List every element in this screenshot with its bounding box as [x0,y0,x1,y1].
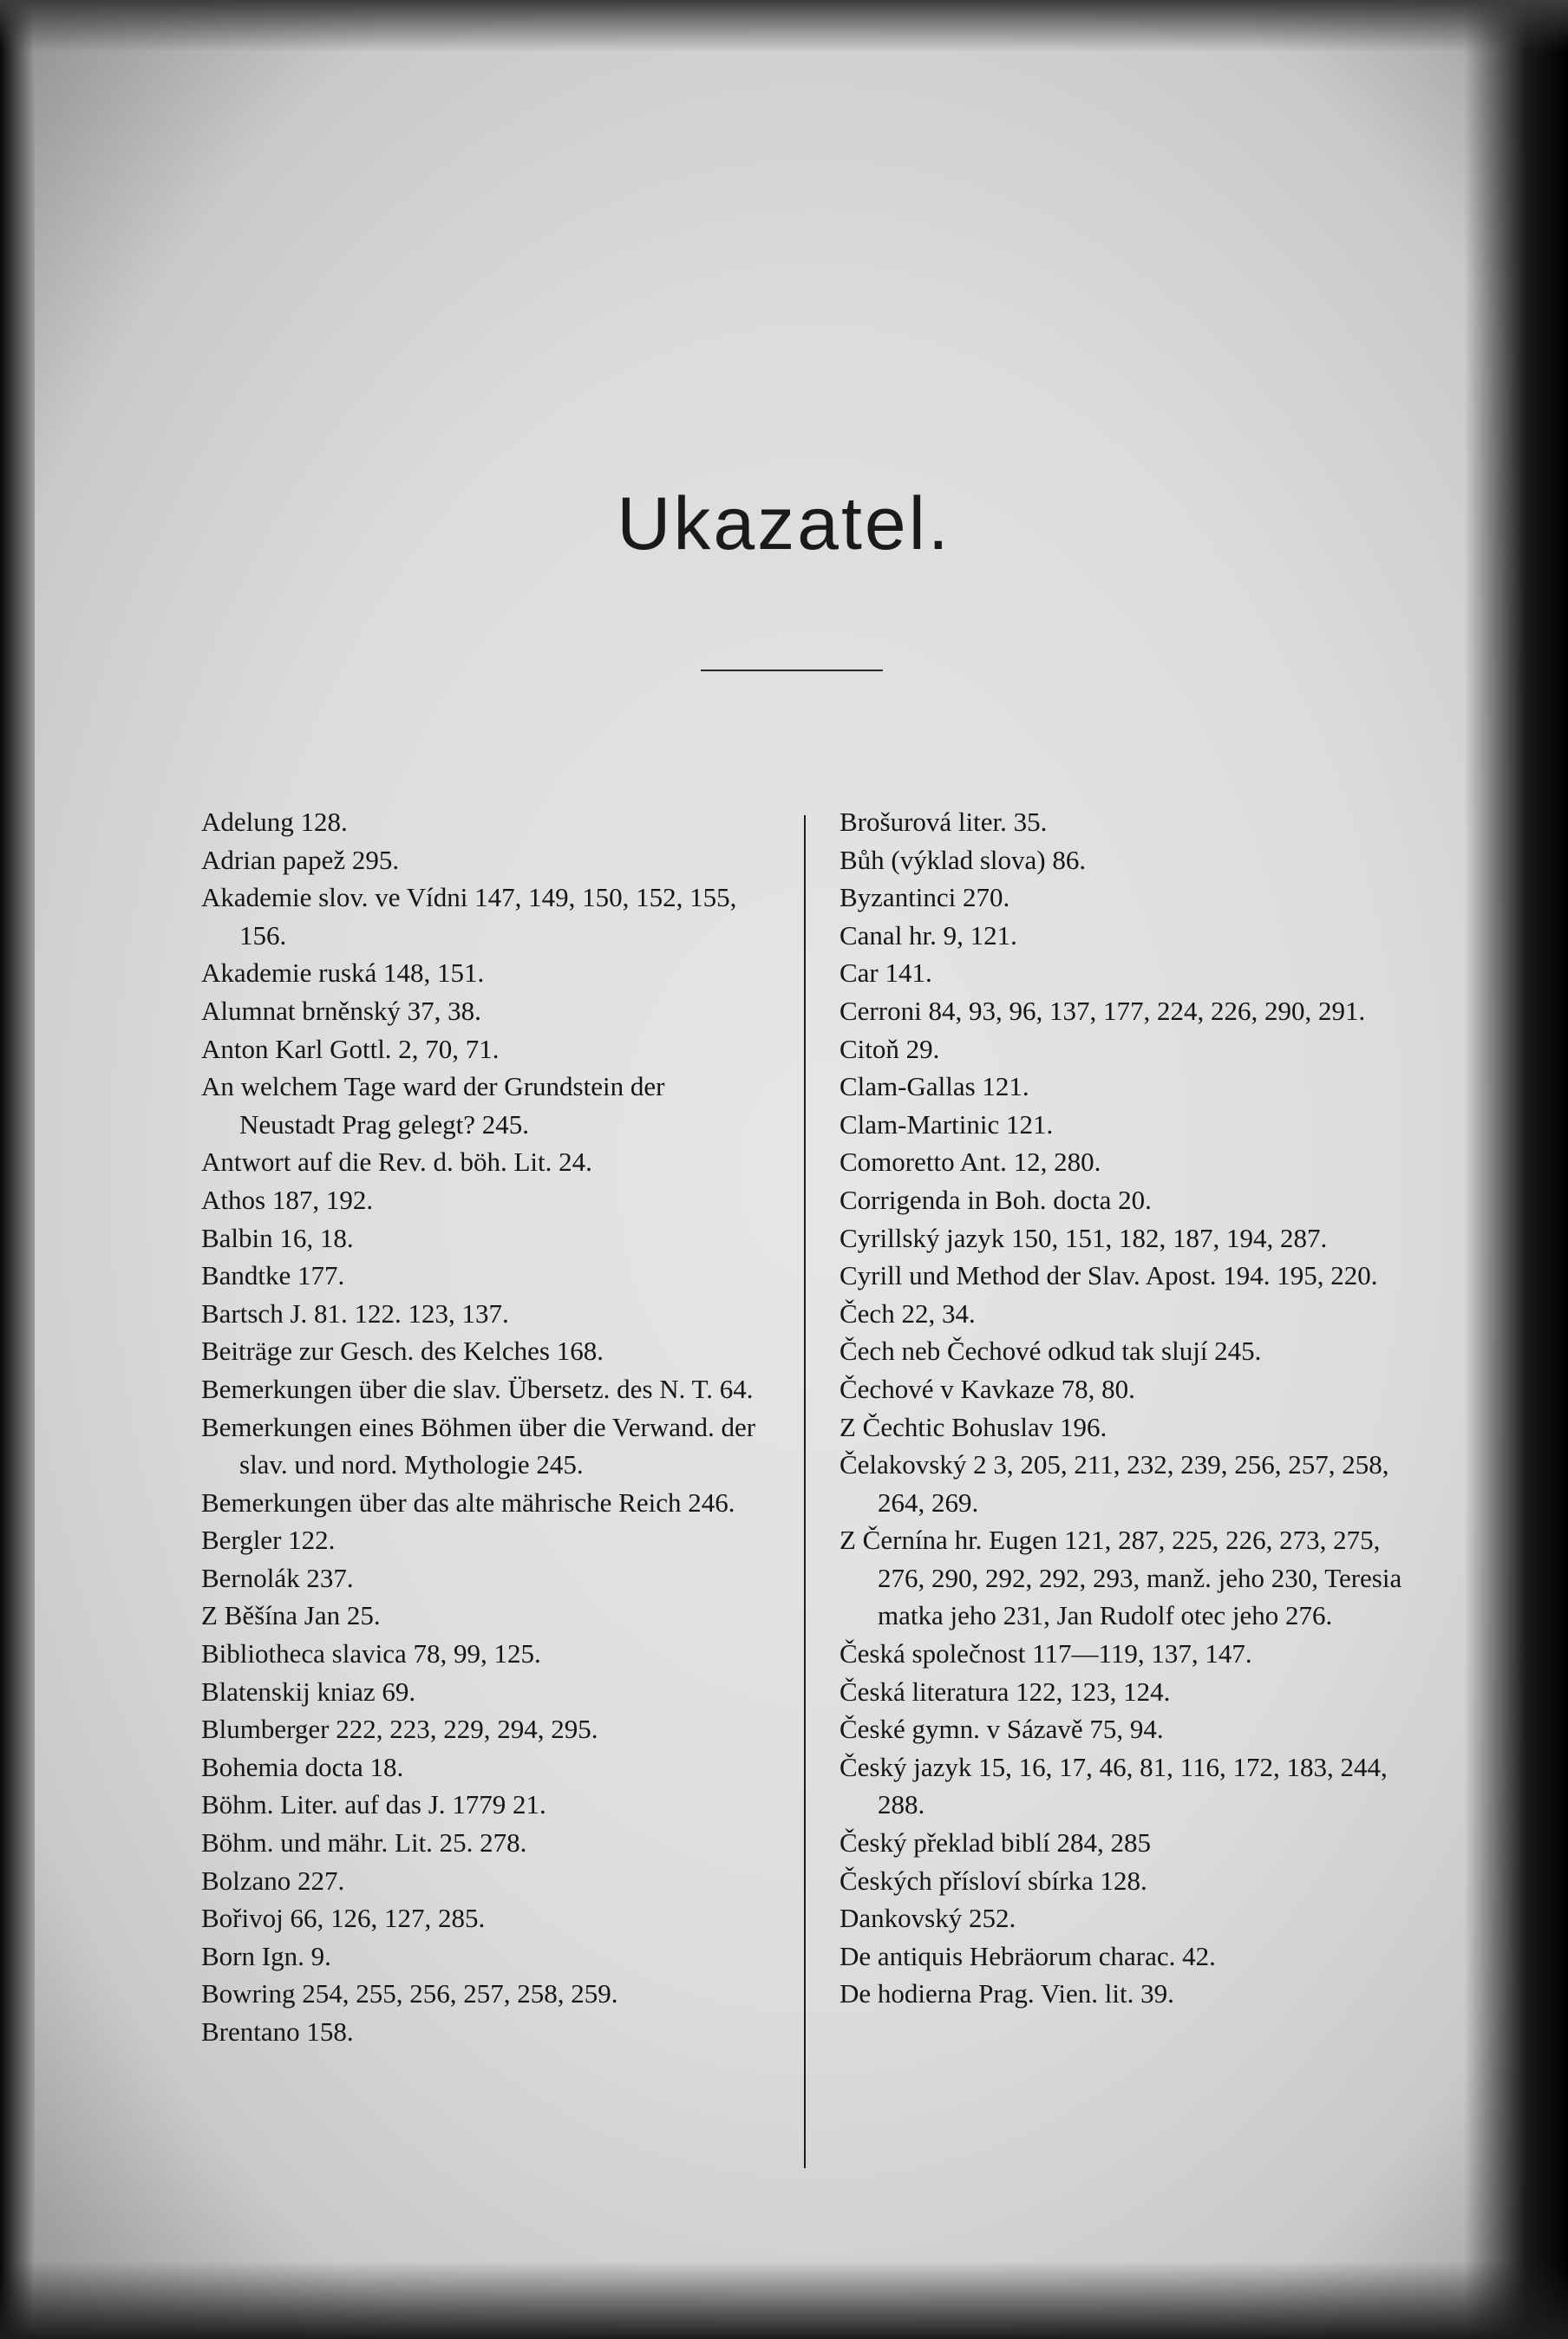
index-entry: Cyrillský jazyk 150, 151, 182, 187, 194, 287. [840,1222,1328,1253]
index-entry: Byzantinci 270. [840,882,1010,913]
page-edge-bottom [0,2261,1568,2339]
index-entry: Brošurová liter. 35. [840,807,1048,837]
page-edge-right [1464,0,1568,2339]
index-entry: Blumberger 222, 223, 229, 294, 295. [201,1714,598,1745]
index-entry: Bowring 254, 255, 256, 257, 258, 259. [201,1978,618,2009]
page-edge-top [0,0,1568,52]
index-entry: Cyrill und Method der Slav. Apost. 194. 195, 220. [840,1260,1378,1291]
index-entry: Akademie ruská 148, 151. [201,957,485,989]
index-entry: Čech 22, 34. [840,1297,976,1329]
index-entry: De hodierna Prag. Vien. lit. 39. [840,1978,1174,2009]
index-entry: Dankovský 252. [840,1903,1016,1934]
index-entry: Comoretto Ant. 12, 280. [840,1147,1101,1178]
index-entry: Česká společnost 117—119, 137, 147. [840,1638,1252,1669]
index-entry: Brentano 158. [201,2016,354,2047]
index-entry: Clam-Martinic 121. [840,1108,1054,1140]
index-entry: Adrian papež 295. [201,844,400,875]
index-entry: Z Běšína Jan 25. [201,1600,381,1631]
index-entry: Z Černína hr. Eugen 121, 287, 225, 226, 273, 275, 276, 290, 292, 292, 293, manž. jeho 230, Teresia matka jeho 231, Jan Rudolf otec jeho 276. [840,1525,1402,1631]
index-entry: Bolzano 227. [201,1865,345,1896]
page-title: Ukazatel. [617,482,951,565]
index-entry: Akademie slov. ve Vídni 147, 149, 150, 152, 155, 156. [201,882,737,951]
index-entry: Čechové v Kavkaze 78, 80. [840,1373,1135,1404]
index-entry: Z Čechtic Bohuslav 196. [840,1411,1107,1442]
index-entry: Athos 187, 192. [201,1184,374,1215]
index-entry: Bořivoj 66, 126, 127, 285. [201,1903,486,1934]
index-entry: Beiträge zur Gesch. des Kelches 168. [201,1336,604,1367]
index-entry: Bůh (výklad slova) 86. [840,844,1087,875]
index-entry: Bergler 122. [201,1525,336,1556]
index-entry: Bemerkungen über die slav. Übersetz. des N. T. 64. [201,1373,754,1404]
title-rule [701,670,883,671]
index-entry: Českých přísloví sbírka 128. [840,1865,1147,1896]
index-entry: Antwort auf die Rev. d. böh. Lit. 24. [201,1147,592,1178]
index-entry: České gymn. v Sázavě 75, 94. [840,1714,1164,1745]
index-column-left [201,803,756,2051]
index-entry: Bemerkungen über das alte mährische Reich 246. [201,1486,735,1518]
index-entry: Český jazyk 15, 16, 17, 46, 81, 116, 172, 183, 244, 288. [840,1751,1388,1820]
page-edge-left [0,0,35,2339]
index-entry: Bemerkungen eines Böhmen über die Verwand. der slav. und nord. Mythologie 245. [201,1411,756,1480]
column-divider [804,815,806,2168]
index-entry: Balbin 16, 18. [201,1222,354,1253]
index-entry: Blatenskij kniaz 69. [201,1676,416,1707]
index-entry: Corrigenda in Boh. docta 20. [840,1184,1152,1215]
index-entry: Böhm. und mähr. Lit. 25. 278. [201,1827,527,1859]
index-entry: Bibliotheca slavica 78, 99, 125. [201,1638,541,1669]
index-entry: Citoň 29. [840,1033,940,1064]
index-column-right [840,803,1412,2013]
index-entry: Born Ign. 9. [201,1940,331,1971]
index-entry: Český překlad biblí 284, 285 [840,1827,1152,1859]
index-entry: Bartsch J. 81. 122. 123, 137. [201,1297,509,1329]
index-entry: Čech neb Čechové odkud tak slují 245. [840,1336,1262,1367]
index-entry: Canal hr. 9, 121. [840,919,1017,951]
index-entry: Bohemia docta 18. [201,1751,404,1782]
index-entry: An welchem Tage ward der Grundstein der Neustadt Prag gelegt? 245. [201,1071,665,1140]
index-entry: Cerroni 84, 93, 96, 137, 177, 224, 226, 290, 291. [840,995,1366,1026]
index-entry: Čelakovský 2 3, 205, 211, 232, 239, 256, 257, 258, 264, 269. [840,1449,1389,1518]
index-entry: Anton Karl Gottl. 2, 70, 71. [201,1033,500,1064]
index-entry: Alumnat brněnský 37, 38. [201,995,481,1026]
index-entry: Clam-Gallas 121. [840,1071,1029,1102]
index-entry: Česká literatura 122, 123, 124. [840,1676,1171,1707]
index-entry: Bandtke 177. [201,1260,345,1291]
index-entry: Böhm. Liter. auf das J. 1779 21. [201,1789,546,1820]
index-entry: Car 141. [840,957,932,989]
index-entry: Adelung 128. [201,807,348,837]
index-entry: Bernolák 237. [201,1562,354,1593]
index-entry: De antiquis Hebräorum charac. 42. [840,1940,1216,1971]
